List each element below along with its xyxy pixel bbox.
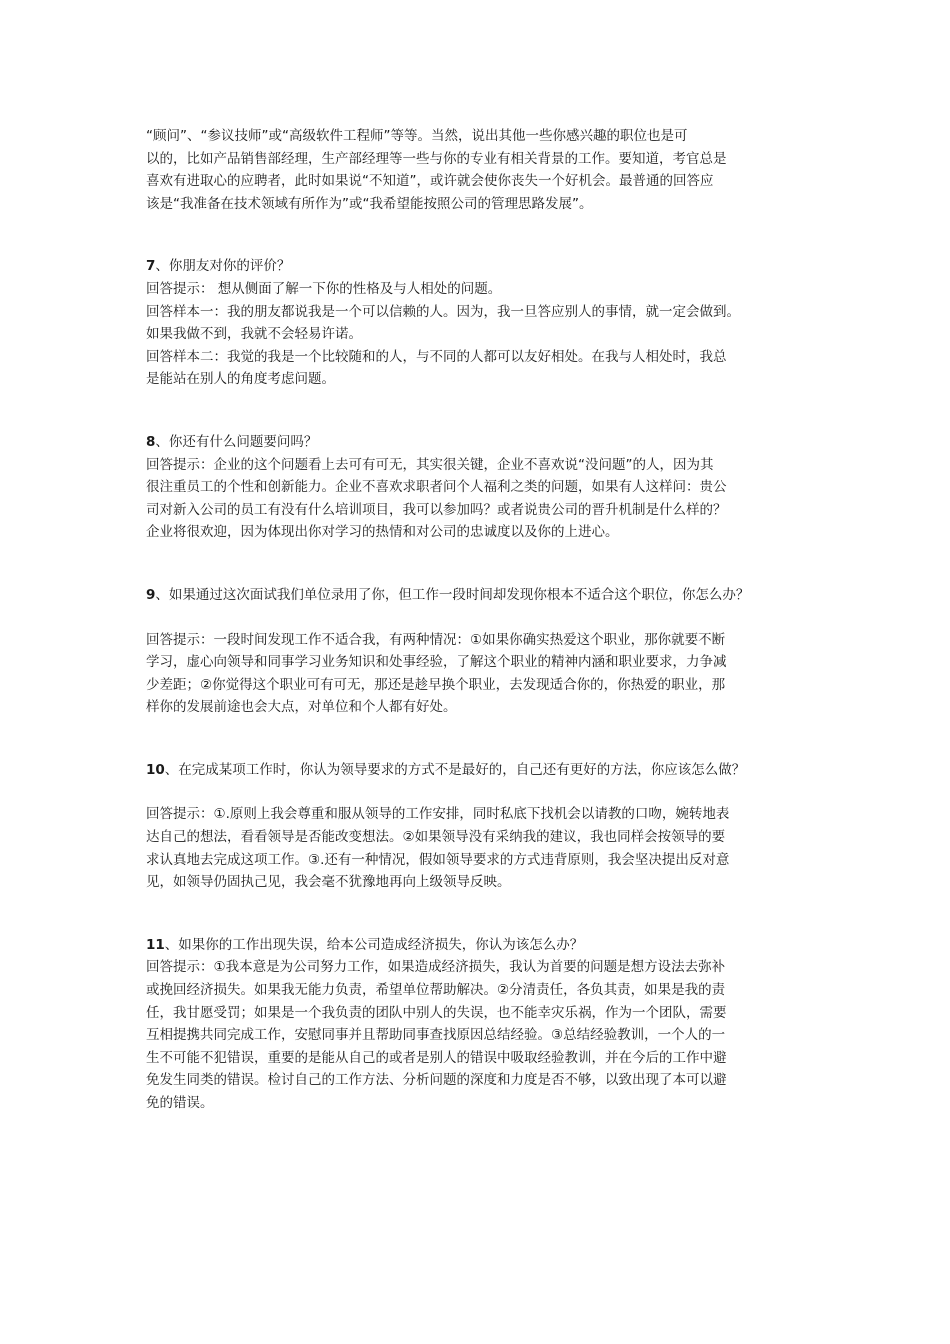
hint-line: 回答提示： 想从侧面了解一下你的性格及与人相处的问题。 [146, 280, 502, 297]
question-number: 10 [146, 761, 165, 778]
hint-line: 生不可能不犯错误，重要的是能从自己的或者是别人的错误中吸取经验教训，并在今后的工作中避 [146, 1049, 727, 1066]
question-title: 、如果你的工作出现失误，给本公司造成经济损失，你认为该怎么办？ [164, 936, 584, 953]
hint-line: 互相提携共同完成工作，安慰同事并且帮助同事查找原因总结经验。③总结经验教训，一个人的一 [146, 1027, 726, 1044]
hint-line: 回答提示：①.原则上我会尊重和服从领导的工作安排，同时私底下找机会以请教的口吻，婉转地表 [146, 806, 730, 823]
hint-line: 回答提示：一段时间发现工作不适合我，有两种情况：①如果你确实热爱这个职业，那你就要不断 [146, 631, 726, 648]
hint-line: 司对新入公司的员工有没有什么培训项目，我可以参加吗？或者说贵公司的晋升机制是什么样的？ [146, 501, 727, 518]
question-7-heading [146, 255, 826, 278]
question-10-hint [146, 803, 826, 893]
hint-line: 求认真地去完成这项工作。③.还有一种情况，假如领导要求的方式违背原则，我会坚决提出反对意 [146, 851, 730, 868]
sample-line: 如果我做不到，我就不会轻易许诺。 [146, 326, 362, 343]
question-title: 、如果通过这次面试我们单位录用了你，但工作一段时间却发现你根本不适合这个职位，你怎么办？ [155, 586, 750, 603]
question-number: 7 [146, 258, 156, 275]
hint-line: 回答提示：企业的这个问题看上去可有可无，其实很关键，企业不喜欢说“没问题”的人，因为其 [146, 456, 714, 473]
question-8-hint [146, 454, 826, 544]
hint-line: 免发生同类的错误。检讨自己的工作方法、分析问题的深度和力度是否不够，以致出现了本可以避 [146, 1072, 727, 1089]
intro-line: 喜欢有进取心的应聘者，此时如果说“不知道”，或许就会使你丧失一个好机会。最普通的回答应 [146, 173, 714, 190]
hint-line: 样你的发展前途也会大点，对单位和个人都有好处。 [146, 699, 457, 716]
sample-line: 是能站在别人的角度考虑问题。 [146, 371, 335, 388]
hint-line: 很注重员工的个性和创新能力。企业不喜欢求职者问个人福利之类的问题，如果有人这样问：贵公 [146, 479, 727, 496]
sample-line: 回答样本一：我的朋友都说我是一个可以信赖的人。因为，我一旦答应别人的事情，就一定会做到。 [146, 303, 740, 320]
hint-line: 任，我甘愿受罚；如果是一个我负责的团队中别人的失误，也不能幸灾乐祸，作为一个团队，需要 [146, 1004, 727, 1021]
question-9-hint [146, 629, 826, 719]
intro-line: 该是“我准备在技术领域有所作为”或“我希望能按照公司的管理思路发展”。 [146, 195, 593, 212]
question-11-hint [146, 956, 826, 1114]
hint-line: 达自己的想法，看看领导是否能改变想法。②如果领导没有采纳我的建议，我也同样会按领导的要 [146, 829, 726, 846]
question-8-heading [146, 431, 826, 454]
question-7-sample-1 [146, 301, 826, 346]
question-10-heading [146, 759, 826, 782]
question-number: 11 [146, 936, 165, 953]
question-title: 、你朋友对你的评价？ [155, 258, 291, 275]
intro-line: “顾问”、“参议技师”或“高级软件工程师”等等。当然，说出其他一些你感兴趣的职位也是可 [146, 128, 688, 144]
hint-line: 见，如领导仍固执己见，我会毫不犹豫地再向上级领导反映。 [146, 874, 511, 891]
question-7-sample-2 [146, 346, 826, 391]
question-title: 、你还有什么问题要问吗？ [155, 433, 318, 450]
question-number: 8 [146, 433, 156, 450]
question-9-heading [146, 584, 826, 607]
hint-line: 回答提示：①我本意是为公司努力工作，如果造成经济损失，我认为首要的问题是想方设法去弥补 [146, 959, 726, 976]
sample-line: 回答样本二：我觉的我是一个比较随和的人，与不同的人都可以友好相处。在我与人相处时，我总 [146, 348, 727, 365]
hint-line: 企业将很欢迎，因为体现出你对学习的热情和对公司的忠诚度以及你的上进心。 [146, 524, 619, 541]
document-page [146, 125, 826, 1115]
hint-line: 或挽回经济损失。如果我无能力负责，希望单位帮助解决。②分清责任，各负其责，如果是我的责 [146, 982, 726, 999]
hint-line: 少差距；②你觉得这个职业可有可无，那还是趁早换个职业，去发现适合你的，你热爱的职业，那 [146, 676, 726, 693]
question-11-heading [146, 934, 826, 957]
question-7-hint [146, 278, 826, 301]
question-number: 9 [146, 586, 156, 603]
intro-paragraph [146, 125, 826, 215]
hint-line: 学习，虚心向领导和同事学习业务知识和处事经验，了解这个职业的精神内涵和职业要求，力争减 [146, 654, 727, 671]
intro-line: 以的，比如产品销售部经理，生产部经理等一些与你的专业有相关背景的工作。要知道，考官总是 [146, 150, 727, 167]
hint-line: 免的错误。 [146, 1095, 214, 1111]
question-title: 、在完成某项工作时，你认为领导要求的方式不是最好的，自己还有更好的方法，你应该怎么做？ [164, 761, 746, 778]
